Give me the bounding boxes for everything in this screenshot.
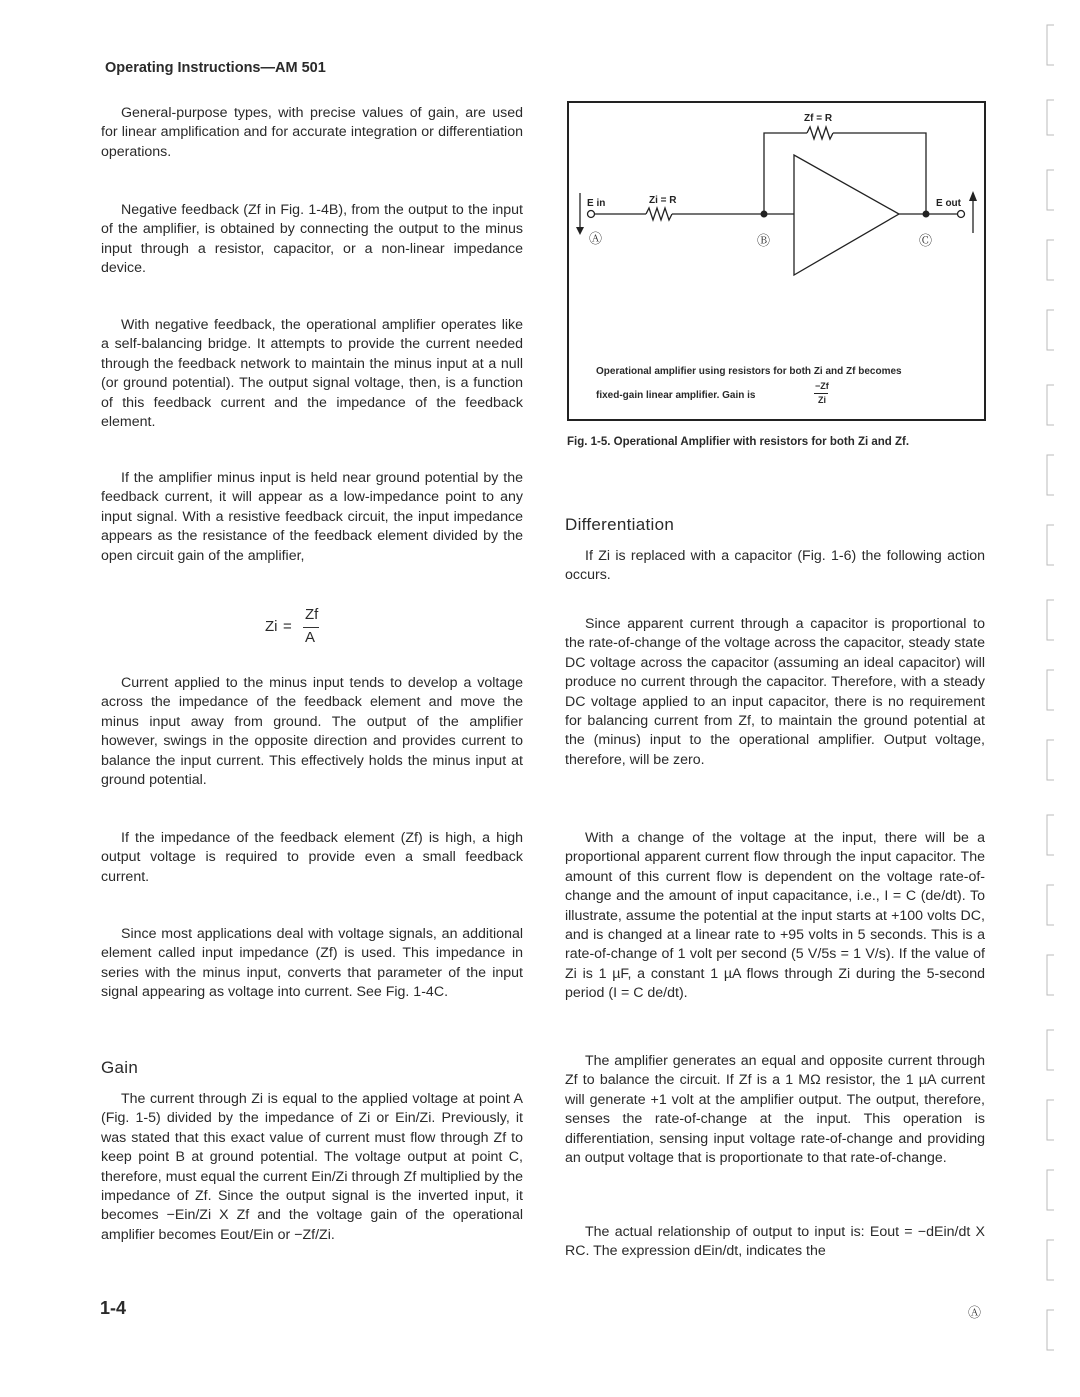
paragraph-text: Since apparent current through a capacitor is proportional to the rate-of-change of the voltage across the capacitor, steady state DC voltage across the capacitor (assuming an ideal capacitor) will produce no current through the capacitor. Therefore, with a steady DC voltage applied to an input capacitor, there is no requirement for balancing current from Zf, to maintain the ground potential at the (minus) input to the operational amplifier. Output voltage, therefore, will be zero. [565, 616, 985, 768]
paragraph-text: If Zi is replaced with a capacitor (Fig. 1-6) the following action occurs. [565, 548, 985, 584]
input-arrowhead [576, 227, 584, 235]
gain-fraction-bar [814, 393, 828, 394]
feedback-wire [833, 133, 926, 214]
paragraph-high-impedance [101, 829, 523, 887]
amplifier-triangle [794, 155, 899, 275]
margin-bracket-marks [1030, 0, 1080, 1397]
point-b-label: Ⓑ [757, 234, 771, 249]
paragraph-equal-opposite-current [565, 1052, 985, 1168]
paragraph-text: Current applied to the minus input tends to develop a voltage across the impedance of the feedback element and move the minus input away from ground. The output of the amplifier however, swings in the opposite direction and provides current to balance the input current. This effectively holds the minus input at ground potential. [101, 675, 523, 789]
paragraph-general-purpose [101, 104, 523, 162]
formula-denominator: A [305, 629, 316, 646]
inner-caption-line-2: fixed-gain linear amplifier. Gain is [596, 390, 756, 401]
paragraph-text: The current through Zi is equal to the applied voltage at point A (Fig. 1-5) divided by the impedance of Zi or Ein/Zi. Previously, it was stated that this exact value of current must flow through Zf to keep point B at ground potential. The voltage output at point C, therefore, must equal the current Ein/Zi through Zf multiplied by the impedance of Zf. Since the output signal is the inverted input, it becomes −Ein/Zi X Zf and the voltage gain of the operational amplifier becomes Eout/Ein or −Zf/Zi. [101, 1091, 523, 1243]
heading-gain: Gain [101, 1058, 139, 1077]
paragraph-text: With a change of the voltage at the input, there will be a proportional apparent current flow through the input capacitor. The amount of this current flow is dependent on the voltage rate-of-change and the amount of input capacitance, i.e., I = C (de/dt). To illustrate, assume the potential at the input starts at +100 volts DC, and is changed at a linear rate to +95 volts in 5 seconds. This is a rate-of-change of 1 volt per second (5 V/5s = 1 V/s). If the value of Zi is 1 µF, a constant 1 µA flows through Zi during the 5-second period (I = C de/dt). [565, 830, 985, 1002]
fraction-bar [303, 627, 319, 628]
paragraph-text: Negative feedback (Zf in Fig. 1-4B), from the output to the input of the amplifier, is obtained by connecting the output to the minus input through a resistor, capacitor, or a non-linear impedance device. [101, 202, 523, 277]
point-c-label: Ⓒ [919, 234, 933, 249]
paragraph-apparent-current [565, 615, 985, 770]
inner-caption-line-1: Operational amplifier using resistors for both Zi and Zf becomes [596, 366, 902, 377]
paragraph-gain [101, 1090, 523, 1245]
figure-box [567, 101, 986, 421]
paragraph-capacitor-replace [565, 547, 985, 586]
paragraph-self-balancing [101, 316, 523, 432]
paragraph-input-impedance [101, 925, 523, 1003]
point-a-label: Ⓐ [589, 232, 603, 247]
zf-label: Zf = R [804, 113, 833, 124]
heading-differentiation: Differentiation [565, 515, 675, 534]
paragraph-text: The actual relationship of output to input is: Eout = −dEin/dt X RC. The expression dEin/dt, indicates the [565, 1224, 985, 1260]
node-b-dot [761, 211, 768, 218]
formula-equals: = [283, 618, 292, 635]
output-arrowhead [969, 191, 977, 201]
node-c-dot [923, 211, 930, 218]
gain-fraction-denominator: Zi [818, 395, 826, 405]
paragraph-negative-feedback [101, 201, 523, 279]
paragraph-voltage-change [565, 829, 985, 1004]
output-terminal [958, 211, 965, 218]
formula-numerator: Zf [305, 606, 319, 623]
paragraph-actual-relationship [565, 1223, 985, 1262]
formula-lhs: Zi [265, 618, 278, 635]
paragraph-text: General-purpose types, with precise values of gain, are used for linear amplification and for accurate integration or differentiation operations. [101, 105, 523, 160]
eout-label: E out [936, 198, 961, 209]
gain-fraction-numerator: −Zf [815, 381, 829, 391]
input-impedance-formula [265, 606, 335, 650]
input-resistor [646, 208, 672, 220]
feedback-wire [764, 133, 807, 214]
zi-label: Zi = R [649, 195, 677, 206]
paragraph-text: If the amplifier minus input is held near ground potential by the feedback current, it will appear as a low-impedance point to any input signal. With a resistive feedback circuit, the input impedance appears as the resistance of the feedback element divided by the open circuit gain of the amplifier, [101, 470, 523, 564]
figure-caption: Fig. 1-5. Operational Amplifier with resistors for both Zi and Zf. [567, 436, 910, 448]
page-header: Operating Instructions—AM 501 [105, 60, 326, 76]
page-number: 1-4 [100, 1298, 127, 1318]
paragraph-text: The amplifier generates an equal and opposite current through Zf to balance the circuit. If Zf is a 1 MΩ resistor, the 1 µA current will generate +1 volt at the amplifier output. The output, therefore, senses the rate-of-change at the input. This operation is differentiation, sensing input voltage rate-of-change and providing an output voltage that is proportionate to that rate-of-change. [565, 1053, 985, 1167]
ein-label: E in [587, 198, 606, 209]
paragraph-text: Since most applications deal with voltage signals, an additional element called input impedance (Zf) is used. This impedance in series with the minus input, converts that parameter of the input signal appearing as voltage into current. See Fig. 1-4C. [101, 926, 523, 1001]
paragraph-low-impedance [101, 469, 523, 566]
paragraph-current-applied [101, 674, 523, 790]
tektronix-logo-icon: Ⓐ [968, 1305, 982, 1320]
paragraph-text: With negative feedback, the operational amplifier operates like a self-balancing bridge. It attempts to provide the current needed through the feedback network to maintain the minus input at a null (or ground potential). The output signal voltage, then, is a function of this feedback current and the impedance of the feedback element. [101, 317, 523, 431]
feedback-resistor [807, 127, 833, 139]
paragraph-text: If the impedance of the feedback element (Zf) is high, a high output voltage is required to provide even a small feedback current. [101, 830, 523, 885]
input-terminal [588, 211, 595, 218]
